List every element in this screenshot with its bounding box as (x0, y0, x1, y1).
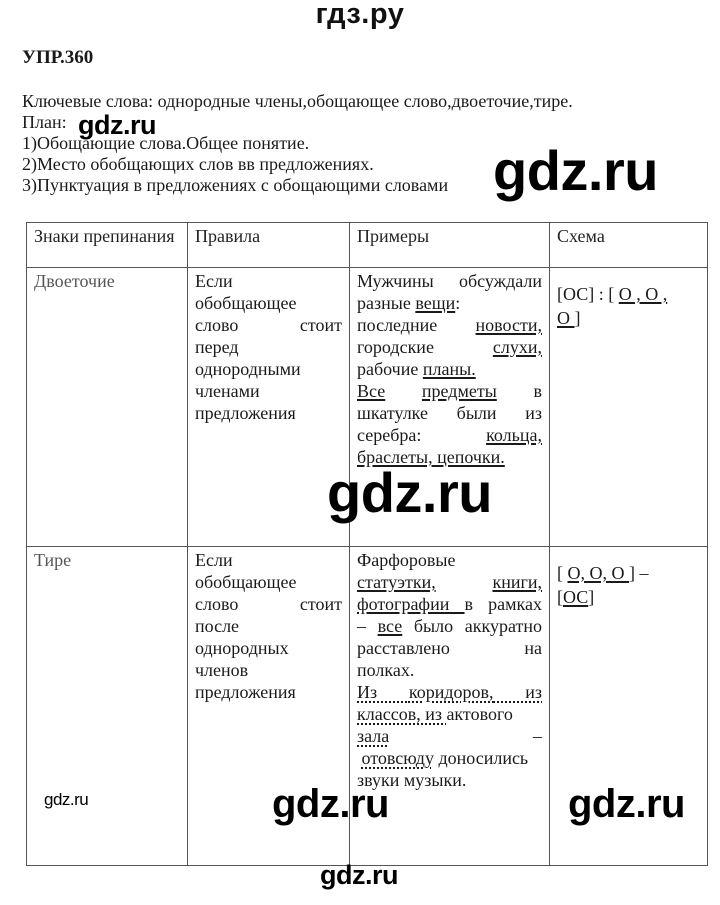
example-line: Мужчины обсуждали (357, 271, 542, 291)
generalizing-word: Все (357, 381, 386, 401)
rule-line: однородных (195, 638, 289, 658)
generalizing-word: все (377, 616, 403, 636)
homogeneous-member: фотографии (357, 594, 465, 614)
watermark: gdz.ru (568, 782, 685, 826)
homogeneous-member: классов, из (357, 704, 447, 724)
sign-cell: Двоеточие (27, 268, 188, 547)
rule-line: предложения (195, 403, 296, 423)
generalizing-word: вещи (415, 293, 456, 313)
rule-line: после (195, 616, 240, 636)
watermark: gdz.ru (327, 461, 492, 524)
generalizing-word: отовсюду (361, 748, 434, 768)
rule-line: Если (195, 550, 233, 570)
example-line: рабочие планы. (357, 359, 476, 379)
example-line: шкатулке были из (357, 403, 542, 423)
site-header: гдз.ру (315, 0, 405, 30)
watermark: gdz.ru (272, 782, 389, 826)
rule-line: предложения (195, 682, 296, 702)
rule-cell (188, 268, 350, 547)
example-line: зала – (357, 726, 542, 746)
rule-line: обобщающее (195, 572, 297, 592)
example-line: расставлено на (357, 638, 542, 658)
example-line: последние новости, (357, 315, 542, 335)
example-line: Все предметы в (357, 381, 543, 401)
header-cell-rules: Правила (188, 223, 350, 268)
rule-line: обобщающее (195, 293, 297, 313)
homogeneous-member: планы. (422, 359, 476, 379)
schema-cell: [ОС] : [ О , О , О ] (550, 268, 708, 547)
sign-cell: Тире (27, 547, 188, 866)
rule-line: слово стоит (195, 594, 342, 614)
example-line (357, 571, 542, 593)
keywords-line: Ключевые слова: однородные члены,обощающее слово,двоеточие,тире. (22, 91, 573, 111)
homogeneous-member: браслеты, цепочки. (357, 447, 505, 467)
plan-item: 3)Пунктуация в предложениях с обощающими словами (22, 175, 449, 195)
example-line: классов, из актового (357, 704, 513, 724)
plan-list (22, 133, 448, 196)
plan-item: 1)Обощающие слова.Общее понятие. (22, 133, 310, 153)
homogeneous-member: зала (357, 726, 390, 746)
table-header-row (27, 223, 708, 268)
example-line: Из коридоров, из (357, 682, 543, 702)
exercise-title: УПР.360 (22, 47, 94, 68)
example-line: полках. (357, 660, 415, 680)
example-line: – все было аккуратно (357, 616, 542, 636)
example-line: разные вещи: (357, 293, 461, 313)
rule-line: Если (195, 271, 233, 291)
watermark: gdz.ru (493, 139, 658, 202)
rule-line: однородными (195, 359, 301, 379)
plan-label: План: (22, 112, 67, 132)
plan-item: 2)Место обобщающих слов вв предложениях. (22, 154, 374, 174)
homogeneous-member: кольца, (486, 425, 542, 445)
homogeneous-member: книги, (492, 572, 542, 592)
example-line: отовсюду доносились (361, 748, 529, 768)
watermark: gdz.ru (78, 110, 156, 140)
rule-line: перед (195, 337, 239, 357)
example-line: Фарфоровые (357, 550, 456, 570)
watermark: gdz.ru (320, 860, 398, 890)
example-line: серебра: кольца, (357, 425, 542, 445)
example-line: городские слухи, (357, 337, 542, 357)
example-line: звуки музыки. (357, 770, 467, 790)
rule-line: членов (195, 660, 249, 680)
homogeneous-member: статуэтки, (357, 572, 436, 592)
watermark: gdz.ru (44, 790, 89, 809)
homogeneous-member: слухи, (492, 337, 542, 357)
punctuation-table (26, 222, 708, 866)
generalizing-word: предметы (421, 381, 497, 401)
header-cell-schema: Схема (550, 223, 708, 268)
homogeneous-member: новости, (475, 315, 542, 335)
header-cell-examples: Примеры (350, 223, 550, 268)
rule-line: слово стоит (195, 315, 342, 335)
header-cell-sign: Знаки препинания (27, 223, 188, 268)
example-line: фотографии в рамках (357, 594, 543, 614)
rule-line: членами (195, 381, 260, 401)
schema-cell: [ О, О, О ] – [ОС] (550, 547, 708, 866)
